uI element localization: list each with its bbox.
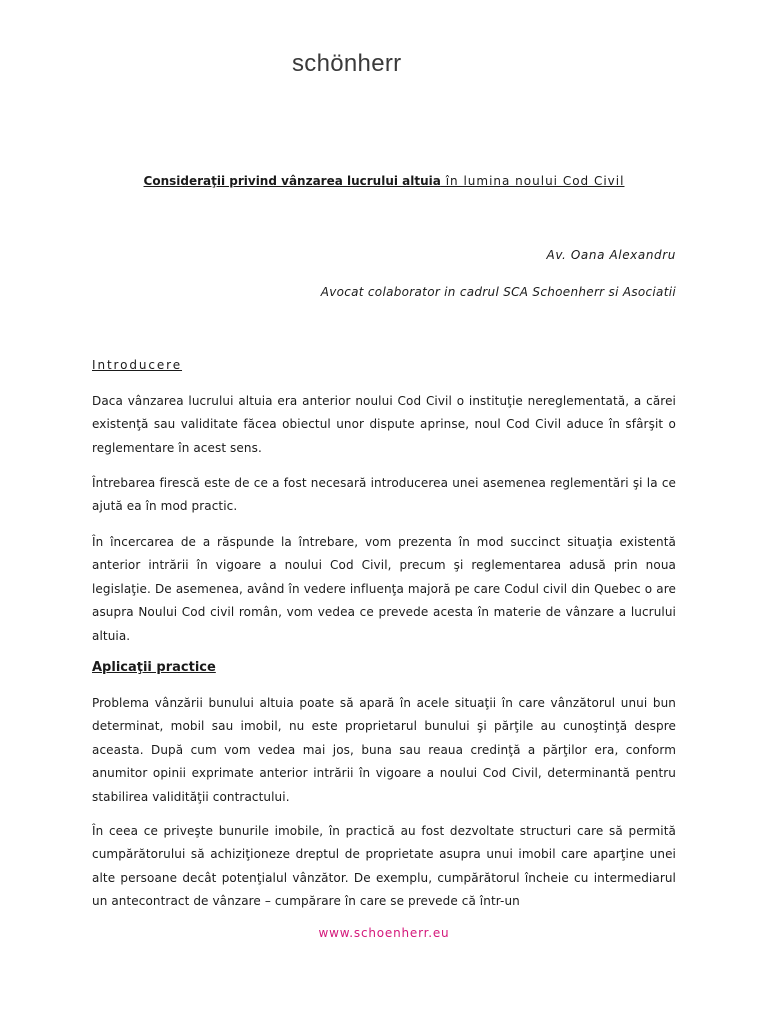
section-heading-aplicatii: Aplicaţii practice [92, 660, 216, 675]
paragraph: Întrebarea firescă este de ce a fost necesară introducerea unei asemenea reglementări şi la ce ajută ea în mod practic. [92, 476, 676, 514]
company-logo: schönherr [292, 50, 402, 77]
author-role: Avocat colaborator in cadrul SCA Schoenherr si Asociatii [320, 285, 676, 299]
title-main: Consideraţii privind vânzarea lucrului altuia [143, 174, 441, 188]
document-title [92, 174, 676, 188]
paragraph: Daca vânzarea lucrului altuia era anterior noului Cod Civil o instituţie nereglementată, a cărei existenţă sau validitate făcea obiectul unor dispute aprinse, noul Cod Civil aduce în sfârşit o reglementare în acest sens. [92, 394, 676, 455]
paragraph: Problema vânzării bunului altuia poate să apară în acele situaţii în care vânzătorul unui bun determinat, mobil sau imobil, nu este proprietarul bunului şi părţile au cunoştinţă despre aceasta. După cum vom vedea mai jos, buna sau reaua credinţă a părţilor era, conform anumitor opinii exprimate anterior intrării în vigoare a noului Cod Civil, determinantă pentru stabilirea validităţii contractului. [92, 696, 676, 804]
section-heading-introducere: Introducere [92, 358, 183, 372]
footer-website-link[interactable]: www.schoenherr.eu [318, 926, 450, 940]
title-suffix: în lumina noului Cod Civil [440, 174, 625, 188]
paragraph: În încercarea de a răspunde la întrebare, vom prezenta în mod succinct situaţia existentă anterior intrării în vigoare a noului Cod Civil, precum şi reglementarea adusă prin noua legislaţie. De asemenea, având în vedere influenţa majoră pe care Codul civil din Quebec o are asupra Noului Cod civil român, vom vedea ce prevede acesta în materie de vânzare a lucrului altuia. [92, 535, 676, 643]
paragraph: În ceea ce priveşte bunurile imobile, în practică au fost dezvoltate structuri care să permită cumpărătorului să achiziţioneze dreptul de proprietate asupra unui imobil care aparţine unei alte persoane decât potenţialul vânzător. De exemplu, cumpărătorul încheie cu intermediarul un antecontract de vânzare – cumpărare în care se prevede că într-un [92, 824, 676, 909]
author-name: Av. Oana Alexandru [546, 248, 676, 262]
